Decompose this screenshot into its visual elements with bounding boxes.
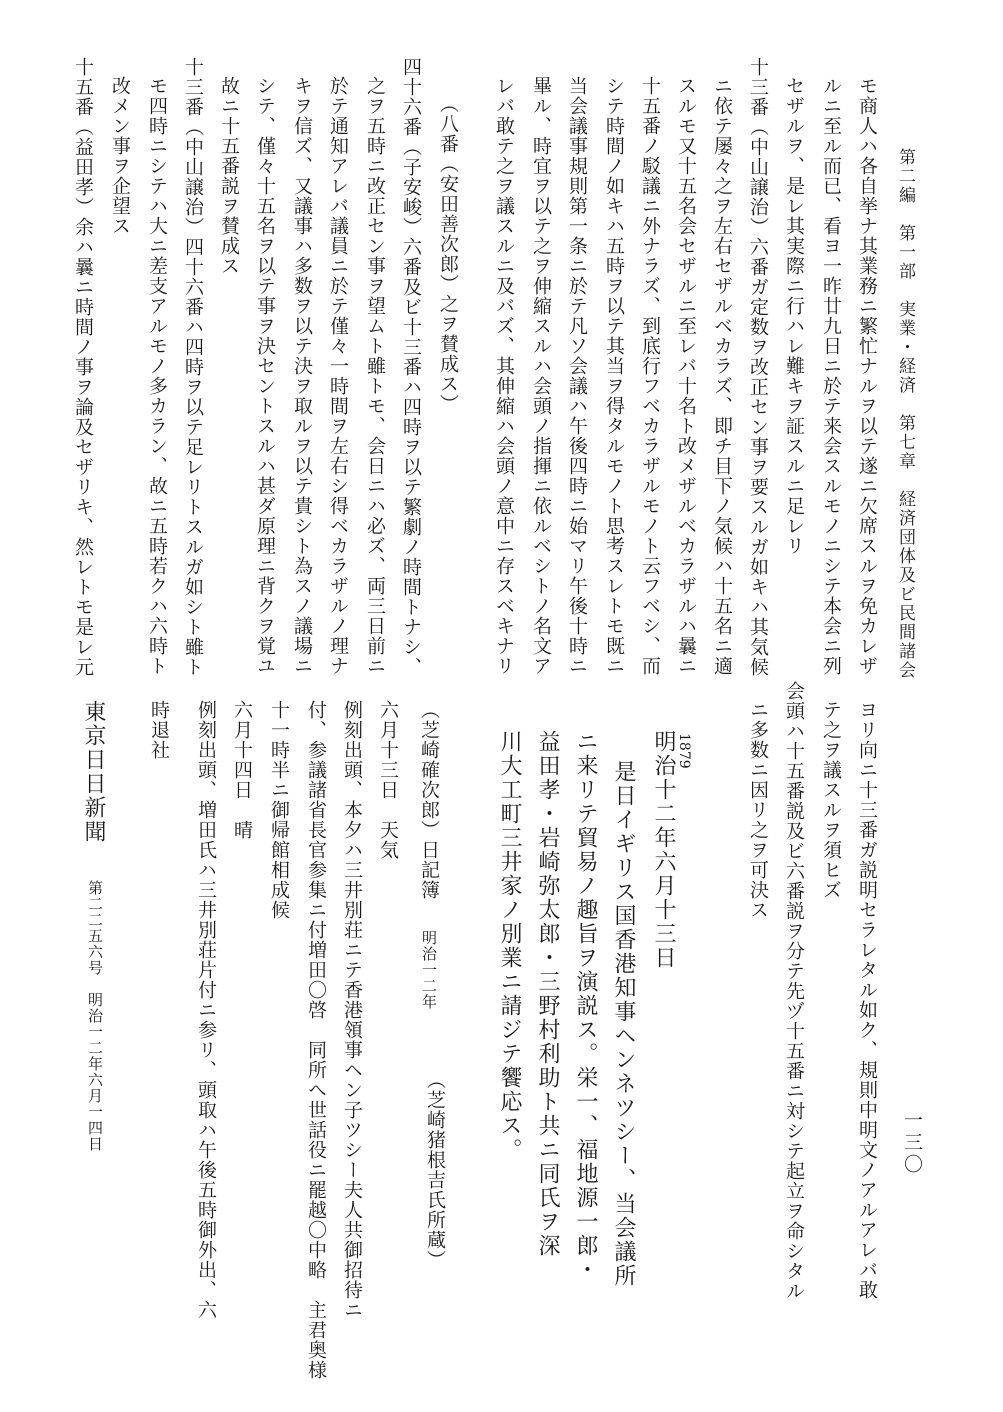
body-line: 故ニ十五番説ヲ賛成ス	[218, 76, 240, 276]
entry-line: 川大工町三井家ノ別業ニ請ジテ饗応ス。	[497, 730, 522, 1162]
body-line: 当会議事規則第一条ニ於テ凡ソ会議ハ午後四時ニ始マリ午後十時ニ	[566, 76, 588, 676]
body-line: テ之ヲ議スルヲ須ヒズ	[820, 700, 842, 900]
body-line: 十三番（中山譲治）六番ガ定数ヲ改正セン事ヲ要スルガ如キハ其気候	[747, 57, 769, 677]
body-line: スルモ又十五名会セザルニ至レバ十名ト改メザルベカラザルハ曩ニ	[675, 76, 697, 676]
diary-line: 六月十四日 晴	[231, 700, 253, 840]
diary-line: 例刻出頭、本夕ハ三井別荘ニテ香港領事ヘン子ツシー夫人共御招待ニ	[341, 700, 363, 1320]
body-line: ニ多数ニ因リ之ヲ可決ス	[747, 700, 769, 920]
body-line: キヲ信ズ、又議事ハ多数ヲ以テ決ヲ取ルヲ以テ貴シト為スノ議場ニ	[291, 76, 313, 676]
body-line: モ商人ハ各自挙ナ其業務ニ繁忙ナルヲ以テ遂ニ欠席スルヲ免カレザ	[856, 76, 878, 676]
body-line: 十五番（益田孝）余ハ曩ニ時間ノ事ヲ論及セザリキ、然レトモ是レ元	[72, 57, 94, 677]
body-line: セザルヲ、是レ其実際ニ行ハレ難キヲ証スルニ足レリ	[783, 76, 805, 556]
body-line: 十三番（中山譲治）四十六番ハ四時ヲ以テ足レリトスルガ如シト雖ト	[182, 57, 204, 677]
entry-line: ニ来リテ貿易ノ趣旨ヲ演説ス。栄一、福地源一郎・	[573, 730, 598, 1282]
entry-title: 明治十二年六月十三日	[651, 730, 676, 970]
body-line: ニ依テ屡々之ヲ左右セザルベカラズ、即チ目下ノ気候ハ十五名ニ適	[711, 76, 733, 676]
diary-line: 時退社	[148, 700, 170, 760]
newspaper-title: 東京日日新聞	[81, 700, 106, 844]
newspaper-issue: 第二二五六号 明治一二年六月一四日	[86, 880, 104, 1152]
body-line: 畢ル、時宜ヲ以テ之ヲ伸縮スルハ会頭ノ指揮ニ依ルベシトノ名文ア	[530, 76, 552, 676]
body-line: ヨリ向ニ十三番ガ説明セラレタル如ク、規則中明文ノアルアレバ敢	[856, 700, 878, 1300]
body-line: シテ時間ノ如キハ五時ヲ以テ其当ヲ得タルモノト思考スレトモ既ニ	[603, 76, 625, 676]
body-line: （八番（安田善次郎）之ヲ賛成ス）	[437, 94, 459, 414]
body-line: 之ヲ五時ニ改正セン事ヲ望ムト雖トモ、会日ニハ必ズ、両三日前ニ	[364, 76, 386, 676]
diary-title: （芝崎確次郎）日記簿	[418, 700, 440, 900]
body-line: シテ、僅々十五名ヲ以テ事ヲ決セントスルハ甚ダ原理ニ背クヲ覚ユ	[254, 76, 276, 676]
diary-line: 付、参議諸省長官参集ニ付増田〇啓 同所へ世話役ニ罷越〇中略 主君奥様	[305, 700, 327, 1380]
entry-line: 益田孝・岩崎弥太郎・三野村利助ト共ニ同氏ヲ深	[535, 730, 560, 1258]
body-line: 十五番ノ駁議ニ外ナラズ、到底行フベカラザルモノト云フベシ、而	[639, 76, 661, 676]
diary-year-note: 明治一二年	[420, 930, 438, 1010]
diary-line: 六月十三日 天気	[377, 700, 399, 860]
diary-line: 十一時半ニ御帰館相成候	[268, 700, 290, 920]
body-line: 改メン事ヲ企望ス	[109, 76, 131, 236]
body-line: モ四時ニシテハ大ニ差支アルモノ多カラン、故ニ五時若クハ六時ト	[146, 76, 168, 676]
body-line: レバ敢テ之ヲ議スルニ及バズ、其伸縮ハ会頭ノ意中ニ存スベキナリ	[493, 76, 515, 676]
diary-line: 例刻出頭、増田氏ハ三井別荘片付ニ参リ、頭取ハ午後五時御外出、六	[195, 700, 217, 1320]
year-mark: 1879	[676, 733, 692, 769]
source-attribution: （芝崎猪根吉氏所蔵）	[424, 1070, 446, 1270]
body-line: ルニ至ル而已、看ヨ一昨廿九日ニ於テ来会スルモノニシテ本会ニ列	[820, 76, 842, 676]
page-number: 一三〇	[901, 1110, 923, 1176]
body-line: 会頭ハ十五番説及ビ六番説ヲ分テ先ヅ十五番ニ対シテ起立ヲ命シタル	[783, 681, 805, 1301]
body-line: 於テ通知アレバ議員ニ於テ僅々一時間ヲ左右シ得ベカラザルノ理ナ	[327, 76, 349, 676]
entry-line: 是日イギリス国香港知事ヘンネツシー、当会議所	[611, 760, 636, 1288]
running-head: 第二編 第一部 実業・経済 第七章 経済団体及ビ民間諸会	[895, 148, 915, 680]
body-line: 四十六番（子安峻）六番及ビ十三番ハ四時ヲ以テ繁劇ノ時間トナシ、	[400, 57, 422, 677]
